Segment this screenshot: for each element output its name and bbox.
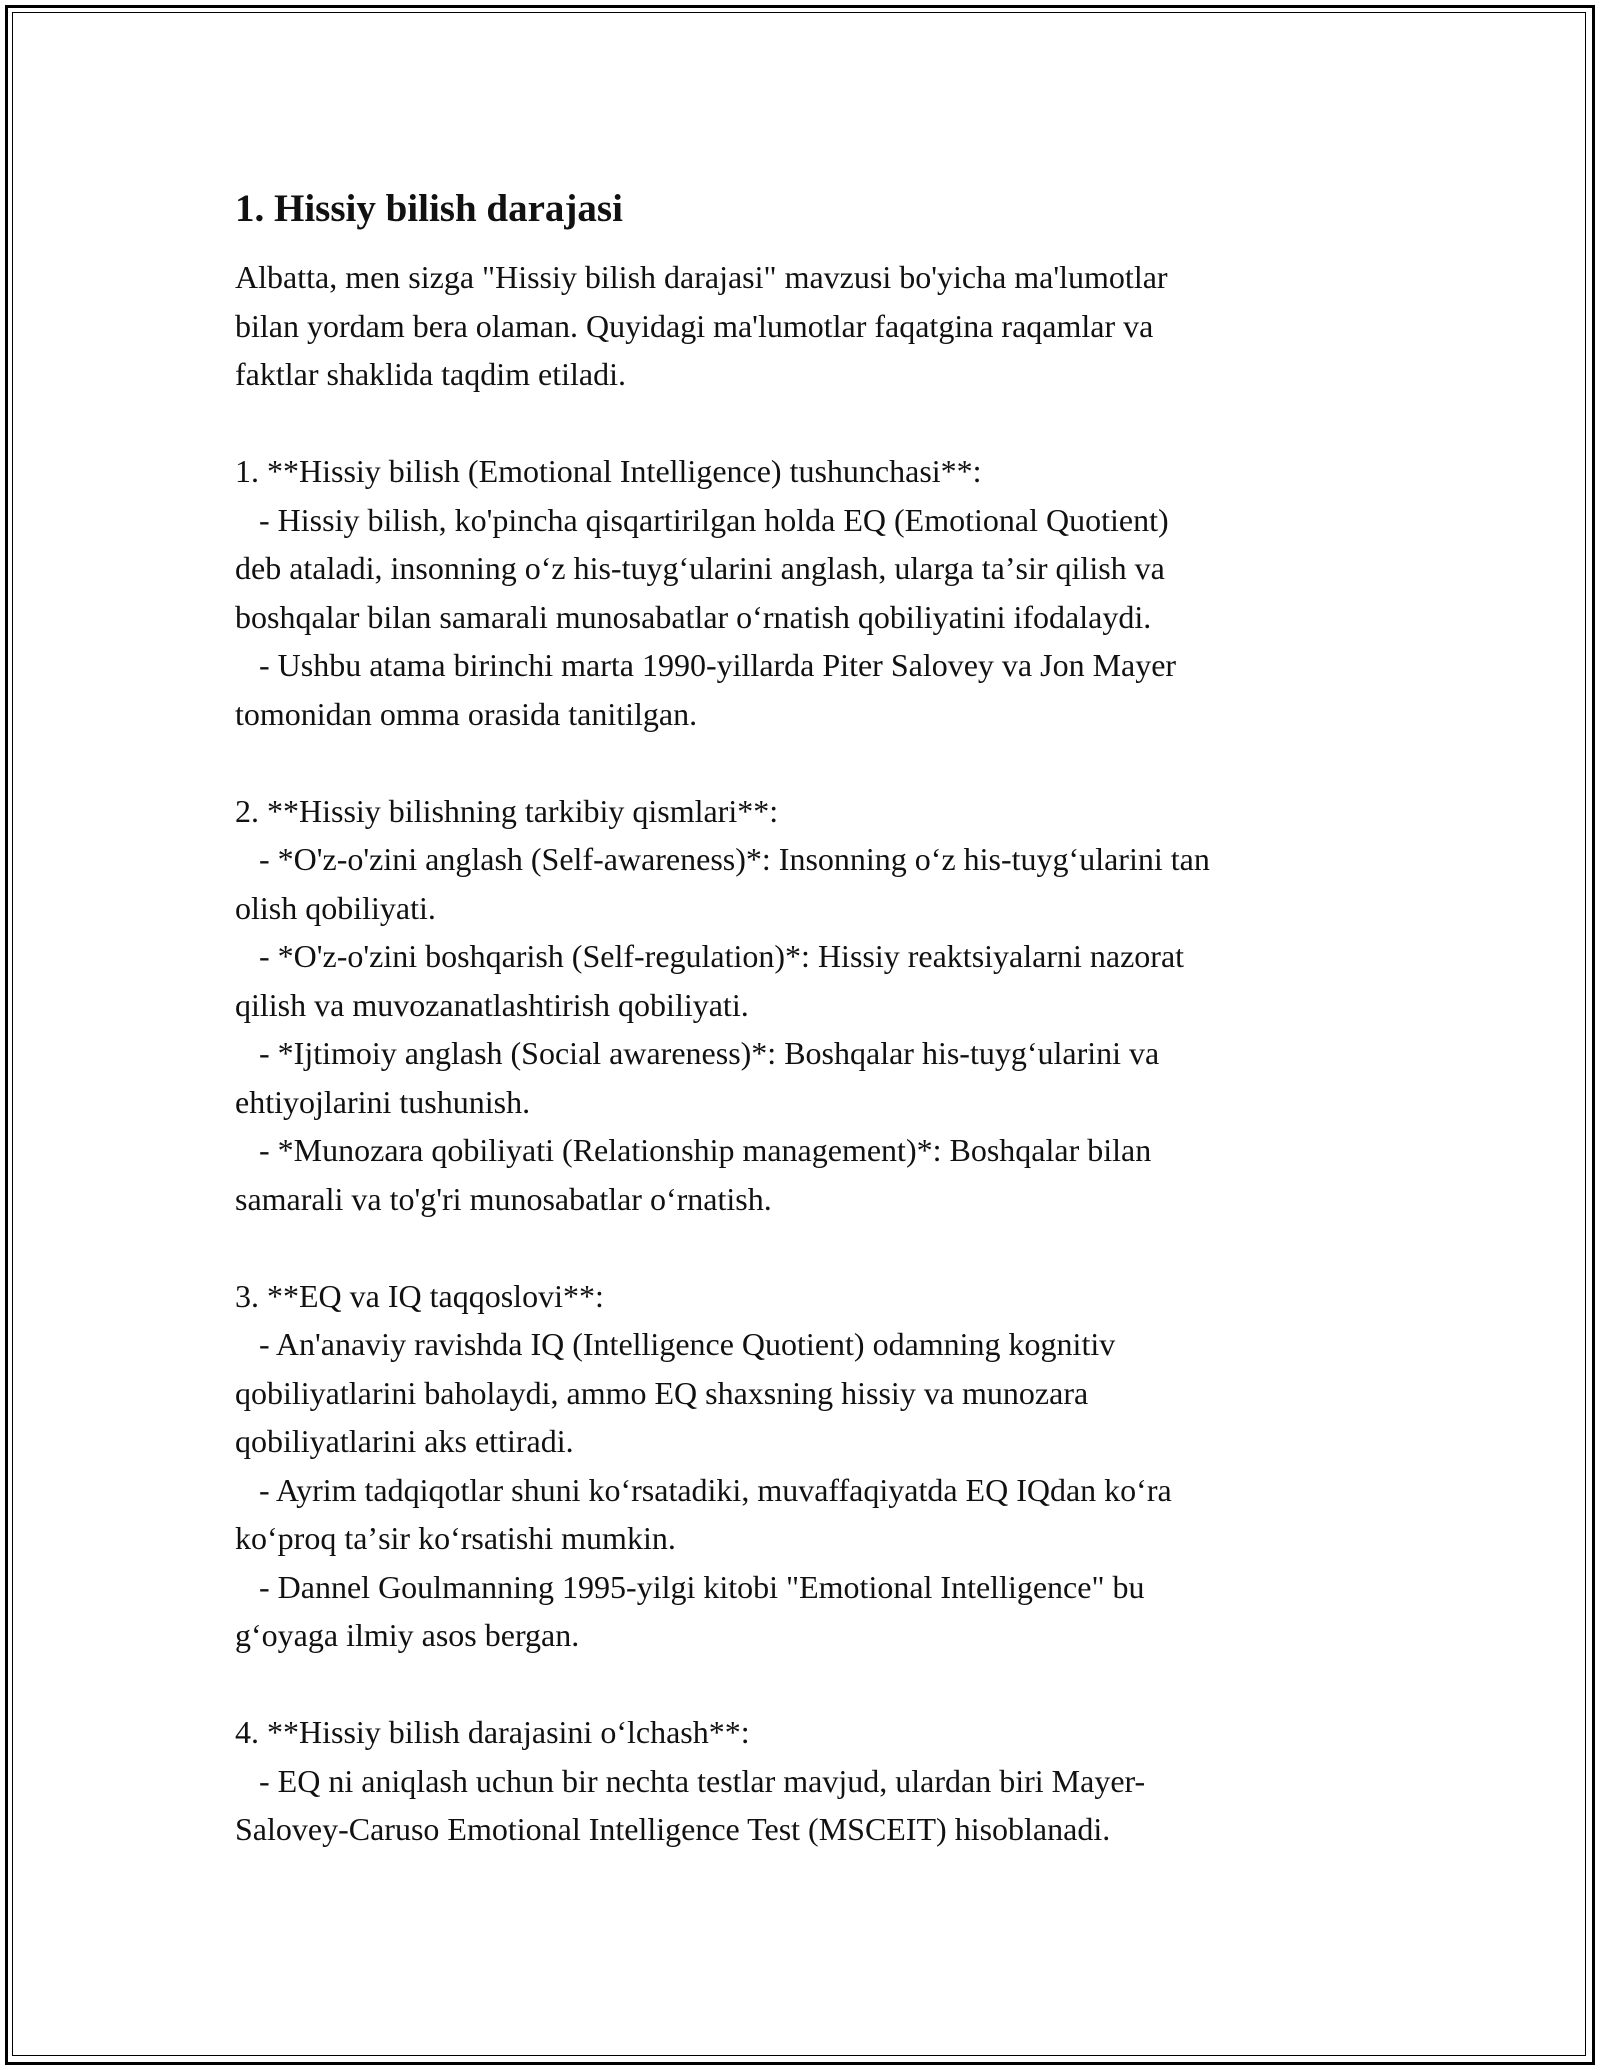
document-body: Albatta, men sizga "Hissiy bilish darajasi" mavzusi bo'yicha ma'lumotlar bilan yordam bera olaman. Quyidagi ma'lumotlar faqatgina raqamlar va faktlar shaklida taqdim etiladi. 1. **Hissiy bilish (Emotional Intelligence) tushunchasi**: - Hissiy bilish, ko'pincha qisqartirilgan holda EQ (Emotional Quotient) deb ataladi, insonning oʻz his-tuygʻularini anglash, ularga taʼsir qilish va boshqalar bilan samarali munosabatlar oʻrnatish qobiliyatini ifodalaydi. - Ushbu atama birinchi marta 1990-yillarda Piter Salovey va Jon Mayer tomonidan omma orasida tanitilgan. 2. **Hissiy bilishning tarkibiy qismlari**: - *O'z-o'zini anglash (Self-awareness)*: Insonning oʻz his-tuygʻularini tan olish qobiliyati. - *O'z-o'zini boshqarish (Self-regulation)*: Hissiy reaktsiyalarni nazorat qilish va muvozanatlashtirish qobiliyati. - *Ijtimoiy anglash (Social awareness)*: Boshqalar his-tuygʻularini va ehtiyojlarini tushunish. - *Munozara qobiliyati (Relationship management)*: Boshqalar bilan samarali va to'g'ri munosabatlar oʻrnatish. 3. **EQ va IQ taqqoslovi**: - An'anaviy ravishda IQ (Intelligence Quotient) odamning kognitiv qobiliyatlarini baholaydi, ammo EQ shaxsning hissiy va munozara qobiliyatlarini aks ettiradi. - Ayrim tadqiqotlar shuni koʻrsatadiki, muvaffaqiyatda EQ IQdan koʻra koʻproq taʼsir koʻrsatishi mumkin. - Dannel Goulmanning 1995-yilgi kitobi "Emotional Intelligence" bu gʻoyaga ilmiy asos bergan. 4. **Hissiy bilish darajasini oʻlchash**: - EQ ni aniqlash uchun bir nechta testlar mavjud, ulardan biri Mayer- Salovey-Caruso Emotional Intelligence Test (MSCEIT) hisoblanadi. (235, 259, 1210, 1847)
document-page (235, 185, 1395, 1854)
document-title: 1. Hissiy bilish darajasi (235, 187, 623, 230)
